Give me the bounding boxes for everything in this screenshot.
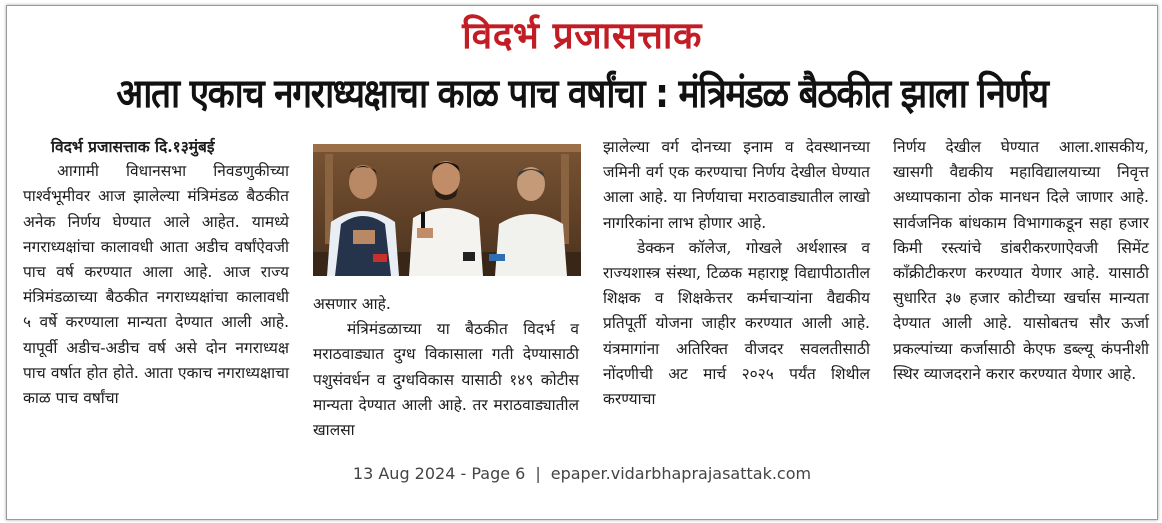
column-1-text: आगामी विधानसभा निवडणुकीच्या पार्श्वभूमीवर आज झालेल्या मंत्रिमंडळ बैठकीत अनेक निर्णय घेण्यात आले आहेत. यामध्ये नगराध्यक्षांचा कालावधी आता अडीच वर्षांऐवजी पाच वर्ष करण्यात आला आहे. आज राज्य मंत्रिमंडळाच्या बैठकीत नगराध्यक्षांचा कालावधी ५ वर्षे करण्याला मान्यता देण्यात आली आहे. यापूर्वी अडीच-अडीच वर्ष असे दोन नगराध्यक्ष पाच वर्षात होत होते. आता एकाच नगराध्यक्षाचा काळ पाच वर्षांचा [23,162,289,408]
column-3-text-a: झालेल्या वर्ग दोनच्या इनाम व देवस्थानच्या जमिनी वर्ग एक करण्याचा निर्णय देखील घेण्यात आला आहे. या निर्णयाचा मराठवाड्यातील लाखो नागरिकांना लाभ होणार आहे. [603,138,870,232]
article-column-1 [23,134,289,411]
article-headline: आता एकाच नगराध्यक्षाचा काळ पाच वर्षांचा : मंत्रिमंडळ बैठकीत झाला निर्णय [116,71,1048,117]
article-column-4 [893,135,1149,387]
column-2-text-a: असणार आहे. [313,295,391,313]
column-4-text: निर्णय देखील घेण्यात आला.शासकीय, खासगी वैद्यकीय महाविद्यालयाच्या निवृत्त अध्यापकाना ठोक मानधन दिले जाणार आहे. सार्वजनिक बांधकाम विभागाकडून सहा हजार किमी रस्त्यांचे डांबरीकरणाऐवजी सिमेंट काँक्रीटीकरण करण्यात येणार आहे. यासाठी सुधारित ३७ हजार कोटीच्या खर्चास मान्यता देण्यात आली आहे. यासोबतच सौर ऊर्जा प्रकल्पांच्या कर्जासाठी केएफ डब्ल्यू कंपनीशी स्थिर व्याजदराने करार करण्यात येणार आहे. [893,138,1149,383]
page-frame [6,5,1158,520]
footer-site-link[interactable]: epaper.vidarbhaprajasattak.com [550,464,812,483]
footer-separator: | [535,464,541,483]
article-photo [313,144,581,276]
article-column-3 [603,135,870,412]
newspaper-masthead: विदर्भ प्रजासत्ताक [462,14,702,57]
article-byline: विदर्भ प्रजासत्ताक दि.१३मुंबई [51,137,215,156]
page-footer [7,464,1157,483]
column-2-text-b: मंत्रिमंडळाच्या या बैठकीत विदर्भ व मराठवाड्यात दुग्ध विकासाला गती देण्यासाठी पशुसंवर्धन व दुग्धविकास यासाठी १४९ कोटीस मान्यता देण्यात आली आहे. तर मराठवाड्यातील खालसा [313,320,579,440]
article-column-2 [313,292,579,443]
footer-date-page: 13 Aug 2024 - Page 6 [352,464,526,483]
press-conference-photo [313,144,581,276]
column-3-text-b: डेक्कन कॉलेज, गोखले अर्थशास्त्र व राज्यशास्त्र संस्था, टिळक महाराष्ट्र विद्यापीठातील शिक्षक व शिक्षकेत्तर कर्मचाऱ्यांना वैद्यकीय प्रतिपूर्ती योजना जाहीर करण्यात आली आहे. यंत्रमागांना अतिरिक्त वीजदर सवलतीसाठी नोंदणीची अट मार्च २०२५ पर्यंत शिथील करण्याचा [603,238,870,409]
